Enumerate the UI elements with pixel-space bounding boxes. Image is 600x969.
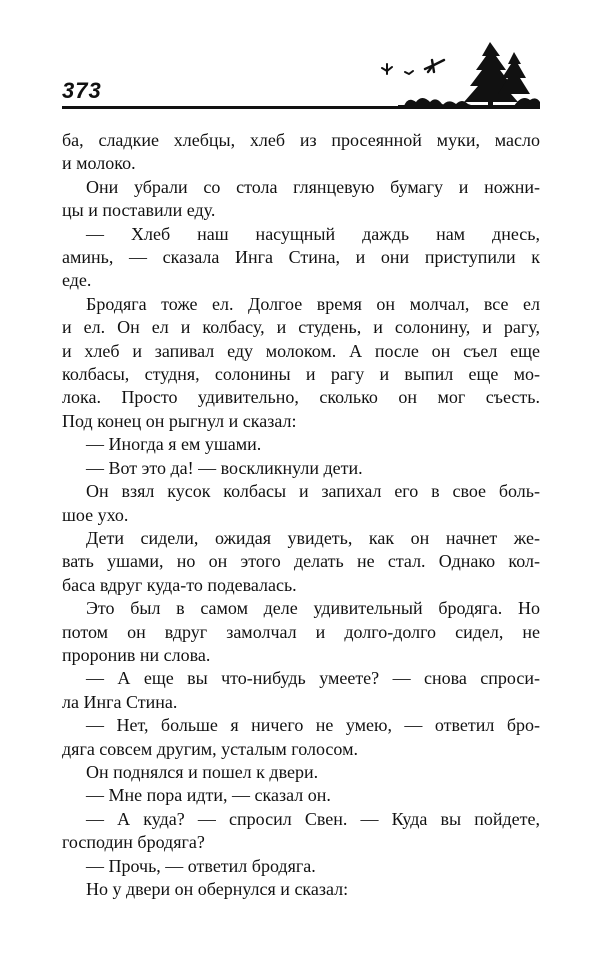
paragraph — [62, 855, 540, 878]
paragraph — [62, 878, 540, 901]
birds-and-fir-tree-icon — [378, 38, 540, 110]
text-line: проронив ни слова. — [62, 644, 211, 665]
paragraph — [62, 293, 540, 433]
text-line: — Мне пора идти, — сказал он. — [86, 785, 331, 806]
text-line: и хлеб и запивал еду молоком. А после он съел еще — [62, 340, 540, 361]
text-line: еде. — [62, 270, 92, 291]
text-line: — А куда? — спросил Свен. — Куда вы пойдете, — [86, 808, 540, 829]
text-line: — А еще вы что-нибудь умеете? — снова спроси- — [86, 668, 540, 689]
text-line: Он поднялся и пошел к двери. — [86, 761, 319, 782]
bird-icon — [405, 71, 413, 74]
paragraph — [62, 714, 540, 761]
paragraph — [62, 433, 540, 456]
header-rule — [62, 106, 540, 109]
page-number: 373 — [62, 78, 102, 103]
text-line: — Вот это да! — воскликнули дети. — [86, 457, 363, 478]
text-line: Дети сидели, ожидая увидеть, как он начнет же- — [86, 527, 540, 548]
paragraph — [62, 223, 540, 293]
text-line: — Нет, больше я ничего не умею, — ответил бро- — [86, 715, 540, 736]
fir-tree-icon — [464, 42, 530, 106]
text-line: Бродяга тоже ел. Долгое время он молчал, все ел — [86, 293, 540, 314]
text-line: вать ушами, но он этого делать не стал. Однако кол- — [62, 551, 540, 572]
bird-icon — [382, 64, 392, 74]
text-line: потом он вдруг замолчал и долго-долго сидел, не — [62, 621, 540, 642]
bird-icon — [425, 60, 444, 72]
text-line: лока. Просто удивительно, сколько он мог съесть. — [62, 387, 540, 408]
text-line: ба, сладкие хлебцы, хлеб из просеянной муки, масло — [62, 130, 540, 150]
text-line: — Иногда я ем ушами. — [86, 434, 262, 455]
paragraph — [62, 480, 540, 527]
paragraph — [62, 667, 540, 714]
text-line: и ел. Он ел и колбасу, и студень, и солонину, и рагу, — [62, 317, 540, 338]
paragraph — [62, 597, 540, 667]
text-line: цы и поставили еду. — [62, 200, 216, 221]
paragraph — [62, 784, 540, 807]
text-line: аминь, — сказала Инга Стина, и они приступили к — [62, 247, 540, 268]
paragraph — [62, 527, 540, 597]
text-line: Под конец он рыгнул и сказал: — [62, 410, 297, 431]
text-line: Он взял кусок колбасы и запихал его в свое боль- — [86, 481, 540, 502]
paragraph — [62, 176, 540, 223]
text-line: — Прочь, — ответил бродяга. — [86, 855, 316, 876]
text-line: баса вдруг куда-то подевалась. — [62, 574, 297, 595]
text-line: колбасы, студня, солонины и рагу и выпил еще мо- — [62, 364, 540, 385]
paragraph — [62, 761, 540, 784]
paragraph — [62, 129, 540, 176]
text-line: господин бродяга? — [62, 832, 205, 853]
text-line: и молоко. — [62, 153, 136, 174]
paragraph — [62, 457, 540, 480]
text-line: Это был в самом деле удивительный бродяга. Но — [86, 598, 540, 619]
body-text — [62, 129, 540, 901]
text-line: Они убрали со стола глянцевую бумагу и ножни- — [86, 176, 540, 197]
text-line: Но у двери он обернулся и сказал: — [86, 879, 349, 899]
text-line: ла Инга Стина. — [62, 691, 178, 712]
text-line: дяга совсем другим, усталым голосом. — [62, 738, 358, 759]
paragraph — [62, 808, 540, 855]
text-line: — Хлеб наш насущный даждь нам днесь, — [86, 223, 540, 244]
text-line: шое ухо. — [62, 504, 129, 525]
